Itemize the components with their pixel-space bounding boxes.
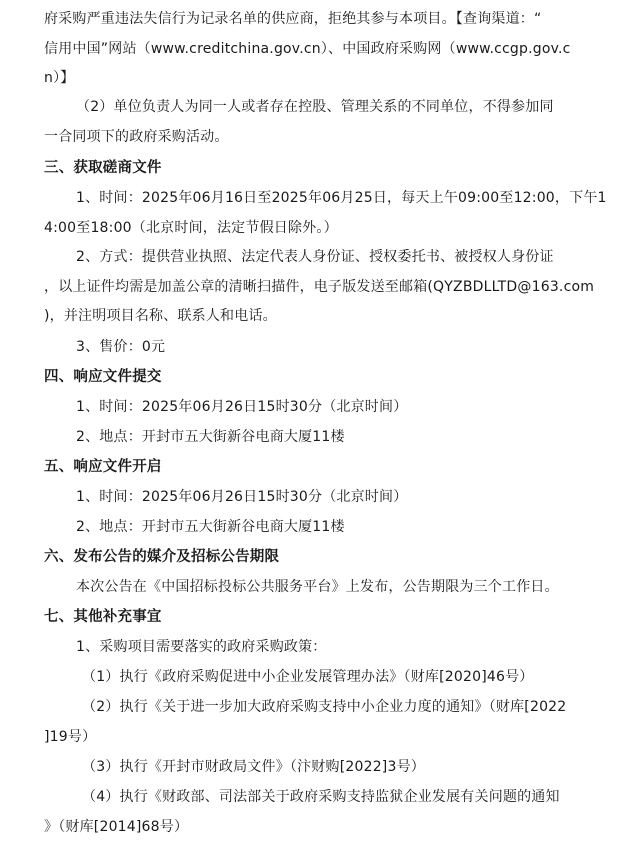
- section-heading: 三、获取磋商文件: [44, 160, 162, 176]
- text-line: （4）执行《财政部、司法部关于政府采购支持监狱企业发展有关问题的通知: [82, 789, 560, 805]
- section-heading: 六、发布公告的媒介及招标公告期限: [44, 549, 280, 565]
- text-line: 2、方式：提供营业执照、法定代表人身份证、授权委托书、被授权人身份证: [76, 249, 554, 265]
- text-line: （1）执行《政府采购促进中小企业发展管理办法》（财库[2020]46号）: [82, 669, 534, 685]
- section-heading: 四、响应文件提交: [44, 369, 162, 385]
- text-line: （2）执行《关于进一步加大政府采购支持中小企业力度的通知》（财库[2022: [82, 699, 567, 715]
- text-line: 4:00至18:00（北京时间，法定节假日除外。）: [44, 220, 338, 236]
- text-line: 信用中国”网站（www.creditchina.gov.cn）、中国政府采购网（www.ccgp.gov.c: [44, 41, 571, 57]
- text-line: )，并注明项目名称、联系人和电话。: [44, 308, 277, 324]
- text-line: 2、地点：开封市五大街新谷电商大厦11楼: [76, 429, 345, 445]
- section-heading: 五、响应文件开启: [44, 459, 162, 475]
- text-line: 1、时间：2025年06月26日15时30分（北京时间）: [76, 489, 408, 505]
- text-line: 1、时间：2025年06月26日15时30分（北京时间）: [76, 399, 408, 415]
- text-line: （2）单位负责人为同一人或者存在控股、管理关系的不同单位，不得参加同: [76, 99, 554, 115]
- text-line: 3、售价：0元: [76, 339, 166, 355]
- text-line: 1、采购项目需要落实的政府采购政策：: [76, 639, 327, 655]
- text-line: ]19号）: [44, 729, 97, 745]
- text-line: n）】: [44, 70, 75, 86]
- text-line: （3）执行《开封市财政局文件》（汴财购[2022]3号）: [82, 759, 425, 775]
- text-line: 1、时间：2025年06月16日至2025年06月25日，每天上午09:00至12:00，下午1: [76, 190, 607, 206]
- text-line: 本次公告在《中国招标投标公共服务平台》上发布，公告期限为三个工作日。: [76, 579, 559, 595]
- text-line: 2、地点：开封市五大街新谷电商大厦11楼: [76, 519, 345, 535]
- text-line: 一合同项下的政府采购活动。: [44, 129, 229, 145]
- text-line: ，以上证件均需是加盖公章的清晰扫描件，电子版发送至邮箱(QYZBDLLTD@163.com: [44, 279, 595, 295]
- text-line: 》（财库[2014]68号）: [44, 819, 189, 835]
- text-line: 府采购严重违法失信行为记录名单的供应商，拒绝其参与本项目。【查询渠道：“: [44, 11, 542, 27]
- section-heading: 七、其他补充事宜: [44, 609, 162, 625]
